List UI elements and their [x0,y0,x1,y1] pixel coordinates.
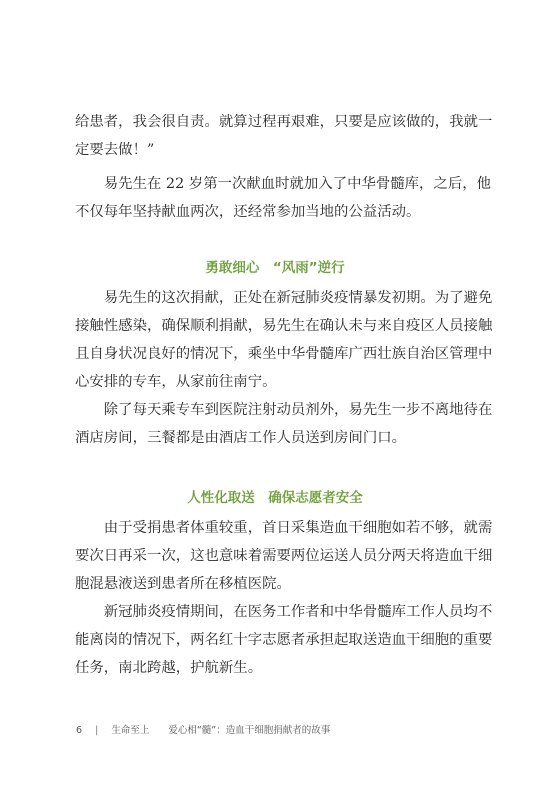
text-line: 不仅每年坚持献血两次，还经常参加当地的公益活动。 [75,204,421,220]
text-line: 由于受捐患者体重较重，首日采集造血干细胞如若不够，就需 [75,520,493,536]
text-line: 酒店房间，三餐都是由酒店工作人员送到房间门口。 [75,430,406,446]
footer-separator: | [95,725,99,736]
paragraph-hotel-stay [75,396,493,452]
text-line: 任务，南北跨越，护航新生。 [75,660,263,676]
paragraph-quote-end [75,108,493,164]
paragraph-donation-context [75,284,493,396]
text-line: 易先生在 22 岁第一次献血时就加入了中华骨髓库，之后，他 [75,176,492,192]
section-heading-brave: 勇敢细心 “风雨”逆行 [205,260,345,276]
footer-section-title: 生命至上 [111,725,150,736]
section-heading-transport: 人性化取送 确保志愿者安全 [187,490,363,506]
text-line: 给患者，我会很自责。就算过程再艰难，只要是应该做的，我就一 [75,114,493,130]
page-number: 6 [76,725,83,736]
paragraph-volunteers [75,598,493,682]
text-line: 新冠肺炎疫情期间，在医务工作者和中华骨髓库工作人员均不 [75,604,493,620]
text-line: 要次日再采一次，这也意味着需要两位运送人员分两天将造血干细 [75,548,493,564]
text-line: 易先生的这次捐献，正处在新冠肺炎疫情暴发初期。为了避免 [75,290,493,306]
text-line: 胞混悬液送到患者所在移植医院。 [75,576,291,592]
text-line: 且自身状况良好的情况下，乘坐中华骨髓库广西壮族自治区管理中 [75,346,493,362]
text-line: 定要去做！” [75,142,155,158]
paragraph-second-collection [75,514,493,598]
text-line: 心安排的专车，从家前往南宁。 [75,374,277,390]
text-line: 除了每天乘专车到医院注射动员剂外，易先生一步不离地待在 [75,402,493,418]
paragraph-donor-history [75,170,492,226]
text-line: 接触性感染，确保顺利捐献，易先生在确认未与来自疫区人员接触 [75,318,493,334]
text-line: 能离岗的情况下，两名红十字志愿者承担起取送造血干细胞的重要 [75,632,493,648]
footer-book-title: 爱心相“髓”：造血干细胞捐献者的故事 [168,725,331,736]
page-footer [76,722,330,736]
